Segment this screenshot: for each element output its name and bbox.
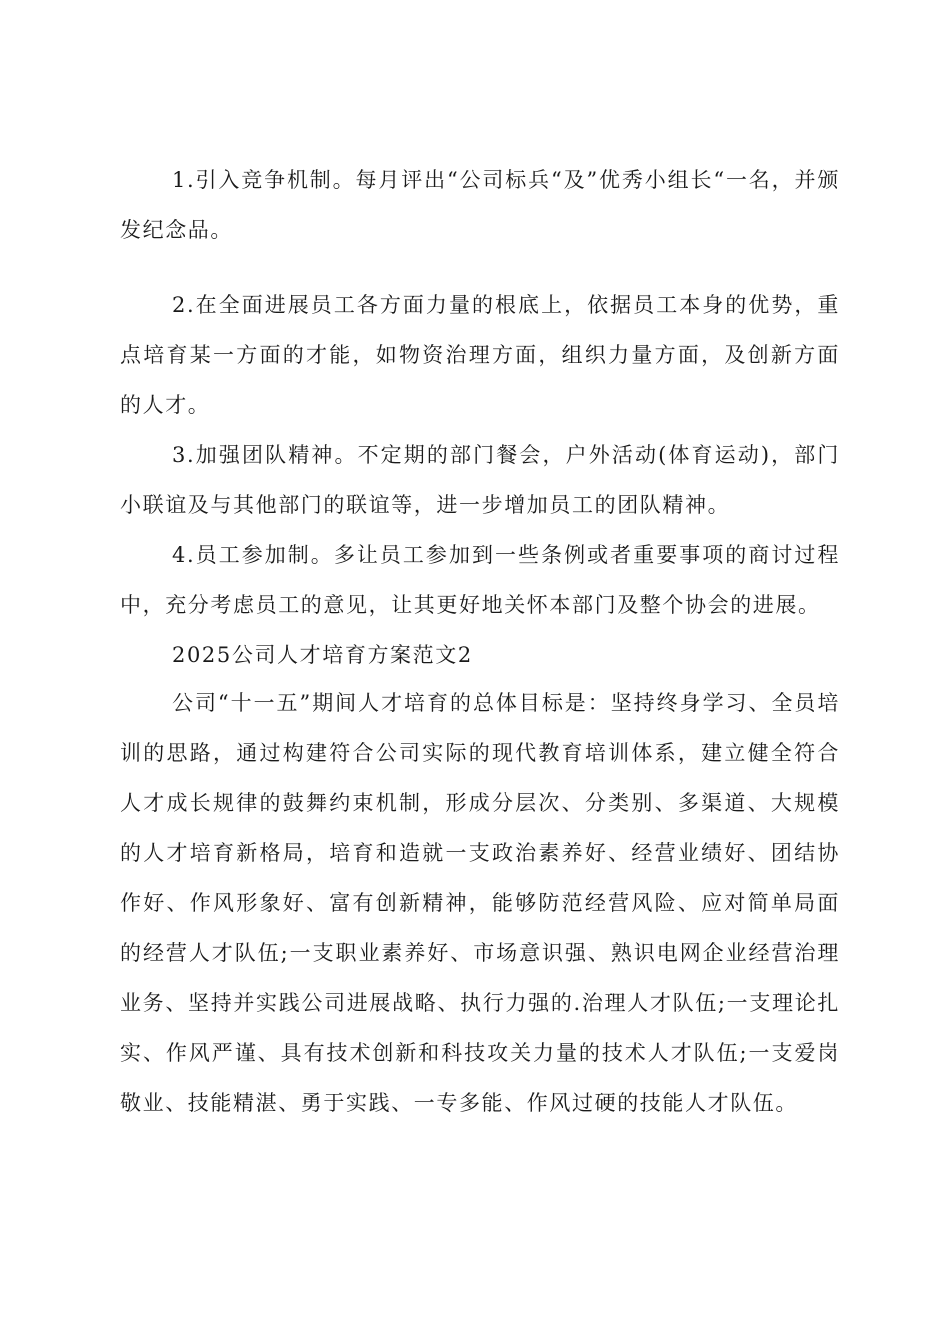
paragraph-team-spirit: 3.加强团队精神。不定期的部门餐会，户外活动(体育运动)，部门小联谊及与其他部门的联谊等，进一步增加员工的团队精神。 [120, 443, 840, 517]
paragraph-participation-system: 4.员工参加制。多让员工参加到一些条例或者重要事项的商讨过程中，充分考虑员工的意见，让其更好地关怀本部门及整个协会的进展。 [120, 543, 840, 617]
paragraph-overall-goal: 公司“十一五”期间人才培育的总体目标是：坚持终身学习、全员培训的思路，通过构建符合公司实际的现代教育培训体系，建立健全符合人才成长规律的鼓舞约束机制，形成分层次、分类别、多渠道、大规模的人才培育新格局，培育和造就一支政治素养好、经营业绩好、团结协作好、作风形象好、富有创新精神，能够防范经营风险、应对简单局面的经营人才队伍;一支职业素养好、市场意识强、熟识电网企业经营治理业务、坚持并实践公司进展战略、执行力强的.治理人才队伍;一支理论扎实、作风严谨、具有技术创新和科技攻关力量的技术人才队伍;一支爱岗敬业、技能精湛、勇于实践、一专多能、作风过硬的技能人才队伍。 [120, 691, 840, 1115]
section-heading: 2025公司人才培育方案范文2 [172, 643, 473, 667]
paragraph-competition-mechanism: 1.引入竞争机制。每月评出“公司标兵“及”优秀小组长“一名，并颁发纪念品。 [120, 168, 840, 242]
paragraph-ability-development: 2.在全面进展员工各方面力量的根底上，依据员工本身的优势，重点培育某一方面的才能，如物资治理方面，组织力量方面，及创新方面的人才。 [120, 293, 840, 417]
